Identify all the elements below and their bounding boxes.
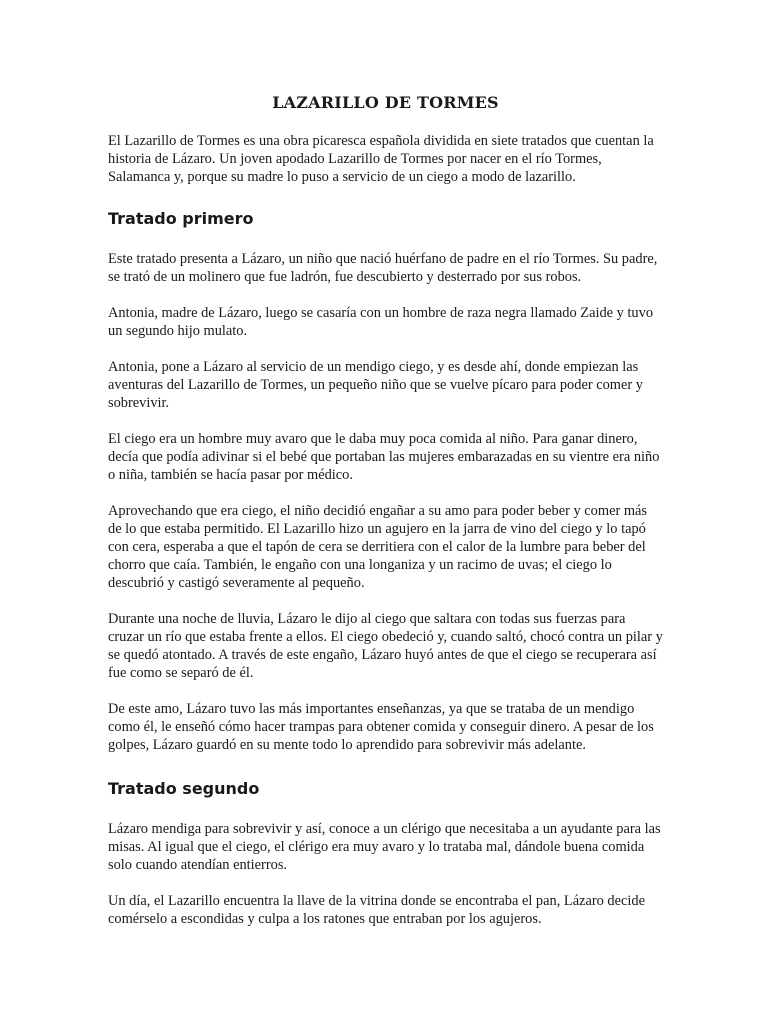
- paragraph: Este tratado presenta a Lázaro, un niño que nació huérfano de padre en el río Tormes. Su padre, se trató de un molinero que fue ladrón, fue descubierto y desterrado por sus robos.: [108, 251, 658, 285]
- paragraph: Un día, el Lazarillo encuentra la llave de la vitrina donde se encontraba el pan, Lázaro decide comérselo a escondidas y culpa a los ratones que entraban por los agujeros.: [108, 893, 645, 927]
- paragraph: Antonia, madre de Lázaro, luego se casaría con un hombre de raza negra llamado Zaide y tuvo un segundo hijo mulato.: [108, 305, 654, 339]
- paragraph: El ciego era un hombre muy avaro que le daba muy poca comida al niño. Para ganar dinero, decía que podía adivinar si el bebé que portaban las mujeres embarazadas en su vientre era niño o niña, también se hacía pasar por médico.: [108, 431, 660, 483]
- section-heading-tratado-primero: Tratado primero: [108, 209, 254, 228]
- intro-paragraph: El Lazarillo de Tormes es una obra picaresca española dividida en siete tratados que cuentan la historia de Lázaro. Un joven apodado Lazarillo de Tormes por nacer en el río Tormes, Salamanca y, porque su madre lo puso a servicio de un ciego a modo de lazarillo.: [108, 133, 654, 185]
- document-page: [108, 90, 663, 946]
- document-title: LAZARILLO DE TORMES: [272, 93, 499, 112]
- paragraph: De este amo, Lázaro tuvo las más importantes enseñanzas, ya que se trataba de un mendigo como él, le enseñó cómo hacer trampas para obtener comida y conseguir dinero. A pesar de los golpes, Lázaro guardó en su mente todo lo aprendido para sobrevivir más adelante.: [108, 701, 654, 753]
- paragraph: Antonia, pone a Lázaro al servicio de un mendigo ciego, y es desde ahí, donde empiezan las aventuras del Lazarillo de Tormes, un pequeño niño que se vuelve pícaro para poder comer y sobrevivir.: [108, 359, 643, 411]
- paragraph: Lázaro mendiga para sobrevivir y así, conoce a un clérigo que necesitaba a un ayudante para las misas. Al igual que el ciego, el clérigo era muy avaro y lo trataba mal, dándole buena comida solo cuando atendían entierros.: [108, 821, 661, 873]
- paragraph: Aprovechando que era ciego, el niño decidió engañar a su amo para poder beber y comer más de lo que estaba permitido. El Lazarillo hizo un agujero en la jarra de vino del ciego y lo tapó con cera, esperaba a que el tapón de cera se derritiera con el calor de la lumbre para beber del chorro que caía. También, le engaño con una longaniza y un racimo de uvas; el ciego lo descubrió y castigó severamente al pequeño.: [108, 503, 648, 591]
- section-heading-tratado-segundo: Tratado segundo: [108, 779, 260, 798]
- paragraph: Durante una noche de lluvia, Lázaro le dijo al ciego que saltara con todas sus fuerzas para cruzar un río que estaba frente a ellos. El ciego obedeció y, cuando saltó, chocó contra un pilar y se quedó atontado. A través de este engaño, Lázaro huyó antes de que el ciego se recuperara así fue como se separó de él.: [108, 611, 663, 681]
